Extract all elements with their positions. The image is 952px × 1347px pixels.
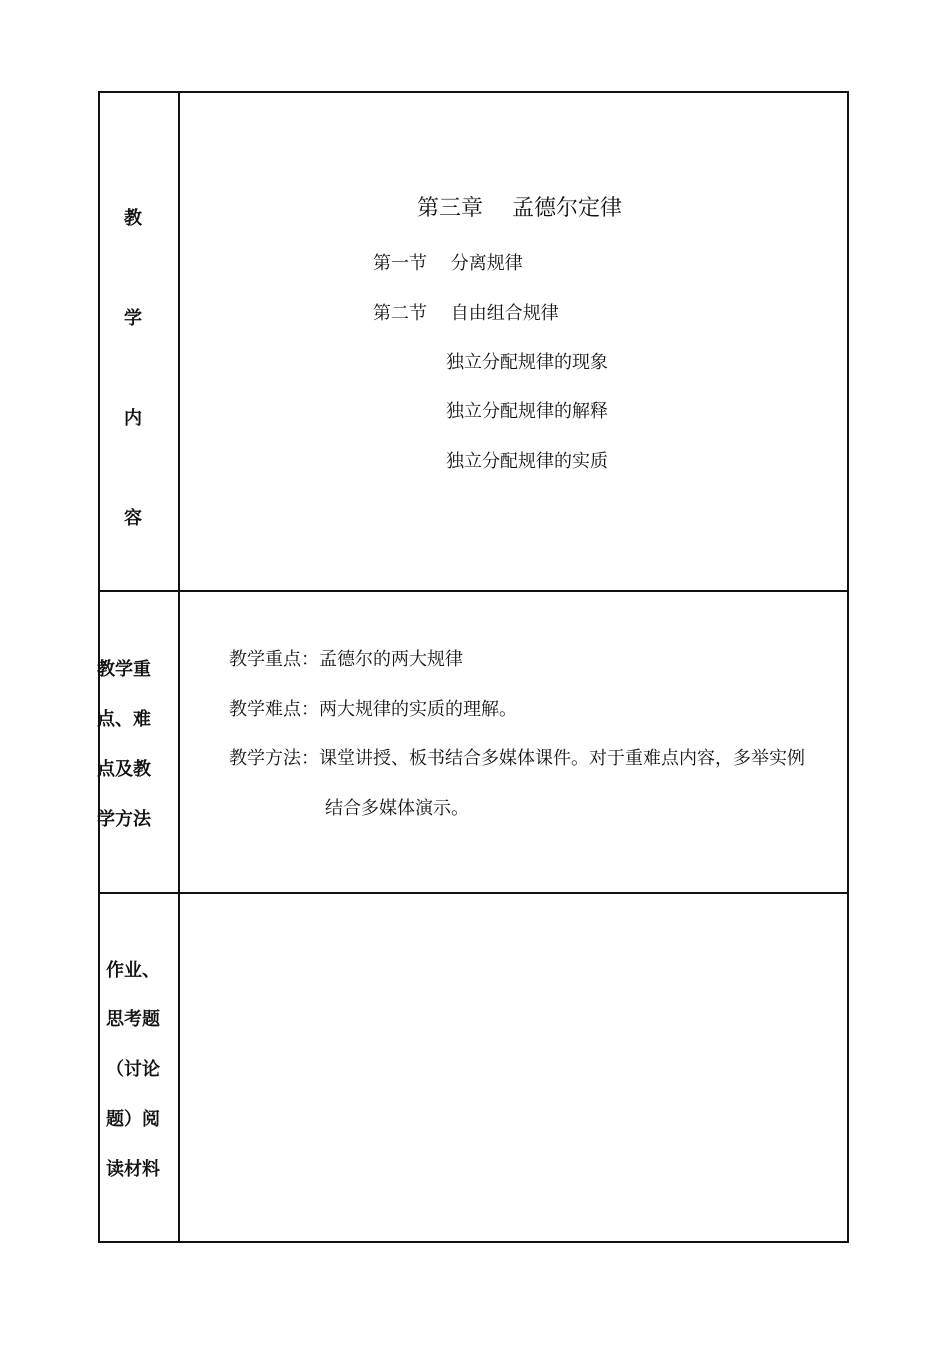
method-row (229, 749, 805, 769)
key-points-label: 教学重点： (229, 649, 319, 670)
key-points-value: 孟德尔的两大规律 (319, 649, 463, 670)
homework-label-line-3: （讨论 (106, 1059, 160, 1080)
difficulties-value: 两大规律的实质的理解。 (319, 699, 517, 720)
difficulties-row (229, 700, 517, 720)
homework-label-line-4: 题）阅 (106, 1109, 160, 1130)
content-label-char-4: 容 (124, 508, 142, 529)
homework-content-cell (180, 894, 847, 1241)
chapter-title: 第三章 孟德尔定律 (417, 196, 622, 221)
key-points-row (229, 650, 463, 670)
methods-label-line-1: 教学重 (97, 659, 151, 680)
homework-label-line-2: 思考题 (106, 1009, 160, 1030)
methods-label-line-4: 学方法 (97, 809, 151, 830)
row-divider-1 (98, 590, 849, 592)
subitem-explanation: 独立分配规律的解释 (446, 401, 608, 422)
content-label-char-2: 学 (124, 308, 142, 329)
content-label-char-1: 教 (124, 208, 142, 229)
method-value-line-2: 结合多媒体演示。 (325, 798, 469, 819)
method-value-line-1: 课堂讲授、板书结合多媒体课件。对于重难点内容，多举实例 (319, 748, 805, 769)
methods-label-line-2: 点、难 (97, 709, 151, 730)
methods-label-line-3: 点及教 (97, 759, 151, 780)
homework-label-line-5: 读材料 (106, 1159, 160, 1180)
homework-label-line-1: 作业、 (106, 960, 160, 981)
subitem-essence: 独立分配规律的实质 (446, 451, 608, 472)
method-label: 教学方法： (229, 748, 319, 769)
difficulties-label: 教学难点： (229, 699, 319, 720)
section-1-title: 第一节 分离规律 (373, 253, 523, 274)
subitem-phenomenon: 独立分配规律的现象 (446, 352, 608, 373)
content-label-char-3: 内 (124, 408, 142, 429)
section-2-title: 第二节 自由组合规律 (373, 303, 559, 324)
